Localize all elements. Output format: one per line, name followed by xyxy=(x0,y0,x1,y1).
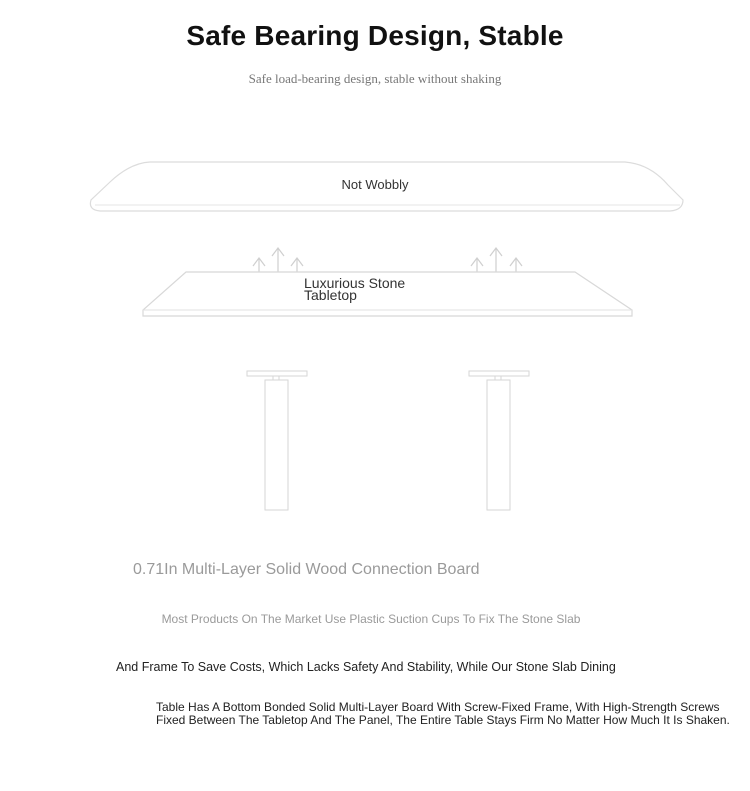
description-line-3a: Table Has A Bottom Bonded Solid Multi-Layer Board With Screw-Fixed Frame, With High-Strength Screws xyxy=(156,700,720,714)
stone-label-line-2: Tabletop xyxy=(304,287,357,303)
description-line-1: Most Products On The Market Use Plastic Suction Cups To Fix The Stone Slab xyxy=(161,612,581,626)
stone-tabletop-label xyxy=(304,277,444,301)
page-subtitle: Safe load-bearing design, stable without shaking xyxy=(248,71,502,86)
not-wobbly-label: Not Wobbly xyxy=(341,177,409,192)
description-line-2: And Frame To Save Costs, Which Lacks Safety And Stability, While Our Stone Slab Dining xyxy=(116,660,616,674)
connection-board-heading: 0.71In Multi-Layer Solid Wood Connection Board xyxy=(133,561,480,578)
description-paragraph xyxy=(156,701,730,727)
left-leg-illustration xyxy=(247,371,307,510)
stone-label-line-1: Luxurious Stone xyxy=(304,275,406,291)
right-leg-illustration xyxy=(469,371,529,510)
description-line-3b: Fixed Between The Tabletop And The Panel, The Entire Table Stays Firm No Matter How Much It Is Shaken. xyxy=(156,713,730,727)
page-title: Safe Bearing Design, Stable xyxy=(186,20,564,51)
